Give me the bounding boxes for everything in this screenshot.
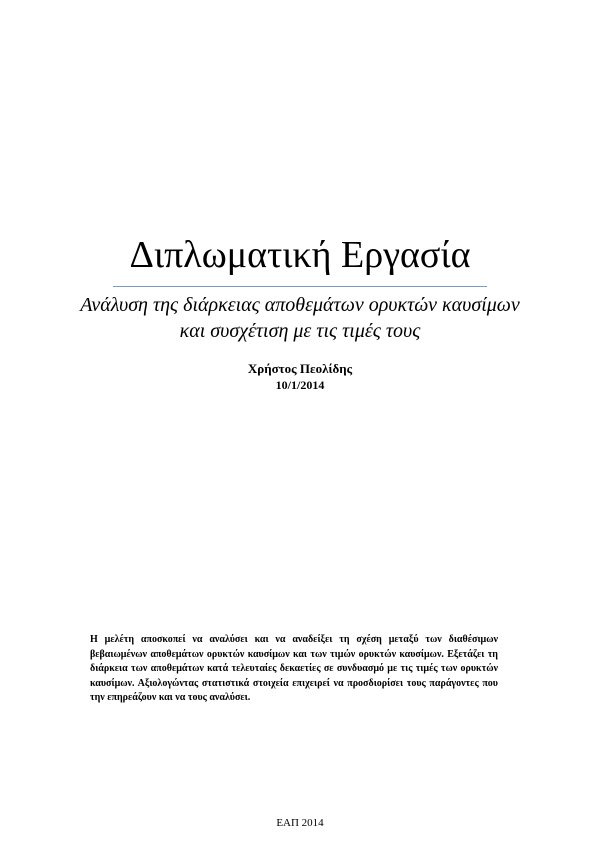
document-date: 10/1/2014 (275, 378, 325, 392)
footer-text: ΕΑΠ 2014 (276, 817, 324, 829)
document-title: Διπλωματική Εργασία (129, 234, 471, 276)
title-divider (113, 286, 487, 287)
abstract-paragraph: Η μελέτη αποσκοπεί να αναλύσει και να αναδείξει τη σχέση μεταξύ των διαθέσιμων βεβαιωμένων αποθεμάτων ορυκτών καυσίμων και των τιμών ορυκτών καυσίμων. Εξετάζει τη διάρκεια των αποθεμάτων κατά τελευταίες δεκαετίες σε συνδυασμό με τις τιμές των ορυκτών καυσίμων. Αξιολογώντας στατιστικά στοιχεία επιχειρεί να προσδιορίσει τους παράγοντες που την επηρεάζουν και να τους αναλύσει. (90, 634, 498, 703)
document-subtitle: Ανάλυση της διάρκειας αποθεμάτων ορυκτών καυσίμων και συσχέτιση με τις τιμές τους (80, 294, 520, 342)
author-name: Χρήστος Πεολίδης (247, 361, 353, 376)
